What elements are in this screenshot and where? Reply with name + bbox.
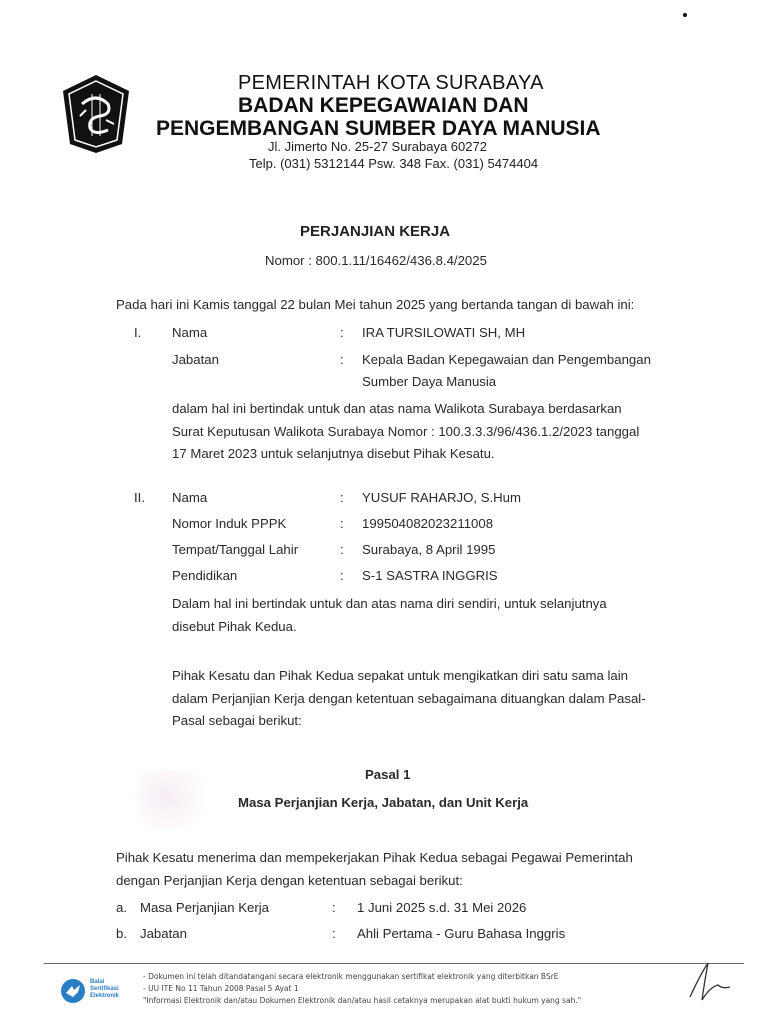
document-title: PERJANJIAN KERJA — [300, 223, 451, 240]
party2-description-line: Dalam hal ini bertindak untuk dan atas nama diri sendiri, untuk selanjutnya — [172, 596, 607, 611]
ink-smudge — [135, 770, 215, 830]
party2-colon-nip: : — [340, 516, 344, 531]
party1-label-nama: Nama — [172, 325, 208, 340]
party1-description-line: dalam hal ini bertindak untuk dan atas nama Walikota Surabaya berdasarkan — [172, 401, 622, 416]
footer-note-line: - UU ITE No 11 Tahun 2008 Pasal 5 Ayat 1 — [143, 984, 299, 993]
pasal-intro-line: Pihak Kesatu menerima dan mempekerjakan Pihak Kedua sebagai Pegawai Pemerintah — [116, 850, 633, 865]
header-agency-name-line2: PENGEMBANGAN SUMBER DAYA MANUSIA — [156, 117, 601, 140]
party2-colon-pendidikan: : — [340, 568, 344, 583]
agreement-line: dalam Perjanjian Kerja dengan ketentuan sebagaimana dituangkan dalam Pasal- — [172, 691, 646, 706]
party2-description-line: disebut Pihak Kedua. — [172, 619, 297, 634]
party1-value-jabatan: Kepala Badan Kepegawaian dan Pengembangan — [362, 352, 651, 367]
pasal-intro-line: dengan Perjanjian Kerja dengan ketentuan sebagai berikut: — [116, 873, 463, 888]
header-address: Jl. Jimerto No. 25-27 Surabaya 60272 — [268, 139, 487, 154]
header-government-name: PEMERINTAH KOTA SURABAYA — [238, 72, 544, 94]
bsre-text-line: Sertifikasi — [90, 986, 119, 992]
party2-colon-ttl: : — [340, 542, 344, 557]
item-colon-masa: : — [332, 900, 336, 915]
party1-colon-nama: : — [340, 325, 344, 340]
party2-label-pendidikan: Pendidikan — [172, 568, 238, 583]
party2-colon-nama: : — [340, 490, 344, 505]
corner-mark — [683, 13, 687, 17]
header-phone-fax: Telp. (031) 5312144 Psw. 348 Fax. (031) 5474404 — [249, 156, 539, 171]
opening-paragraph: Pada hari ini Kamis tanggal 22 bulan Mei tahun 2025 yang bertanda tangan di bawah ini: — [116, 297, 635, 312]
party2-label-nip: Nomor Induk PPPK — [172, 516, 287, 531]
surabaya-emblem-logo — [62, 74, 130, 154]
item-value-jabatan: Ahli Pertama - Guru Bahasa Inggris — [357, 926, 566, 941]
item-letter-a: a. — [116, 900, 127, 915]
party2-value-ttl: Surabaya, 8 April 1995 — [362, 542, 496, 557]
document-number: Nomor : 800.1.11/16462/436.8.4/2025 — [265, 253, 487, 268]
party1-label-jabatan: Jabatan — [172, 352, 219, 367]
party2-label-nama: Nama — [172, 490, 208, 505]
footer-divider — [44, 963, 744, 964]
party1-value-nama: IRA TURSILOWATI SH, MH — [362, 325, 526, 340]
bsre-logo-icon — [60, 978, 86, 1004]
footer-note-line: - Dokumen ini telah ditandatangani secara elektronik menggunakan sertifikat elektronik yang diterbitkan BSrE — [143, 972, 559, 981]
party2-value-nip: 199504082023211008 — [362, 516, 494, 531]
bsre-logo-text — [90, 979, 119, 1000]
party1-description-line: Surat Keputusan Walikota Surabaya Nomor : 100.3.3.3/96/436.1.2/2023 tanggal — [172, 424, 640, 439]
party2-value-nama: YUSUF RAHARJO, S.Hum — [362, 490, 522, 505]
party2-label-ttl: Tempat/Tanggal Lahir — [172, 542, 299, 557]
footer-note-line: "Informasi Elektronik dan/atau Dokumen Elektronik dan/atau hasil cetaknya merupakan alat bukti hukum yang sah." — [143, 996, 582, 1005]
item-label-masa: Masa Perjanjian Kerja — [140, 900, 270, 915]
party1-description-line: 17 Maret 2023 untuk selanjutnya disebut Pihak Kesatu. — [172, 446, 495, 461]
party2-value-pendidikan: S-1 SASTRA INGGRIS — [362, 568, 498, 583]
item-colon-jabatan: : — [332, 926, 336, 941]
item-value-masa: 1 Juni 2025 s.d. 31 Mei 2026 — [357, 900, 527, 915]
party2-numeral: II. — [134, 490, 145, 505]
party1-colon-jabatan: : — [340, 352, 344, 367]
agreement-line: Pihak Kesatu dan Pihak Kedua sepakat untuk mengikatkan diri satu sama lain — [172, 668, 628, 683]
agreement-line: Pasal sebagai berikut: — [172, 713, 302, 728]
item-label-jabatan: Jabatan — [140, 926, 187, 941]
signature-initial — [680, 955, 740, 1005]
item-letter-b: b. — [116, 926, 127, 941]
pasal-title: Masa Perjanjian Kerja, Jabatan, dan Unit Kerja — [238, 795, 529, 810]
party1-numeral: I. — [134, 325, 142, 340]
bsre-text-line: Elektronik — [90, 993, 120, 999]
party1-value-jabatan-cont: Sumber Daya Manusia — [362, 374, 497, 389]
pasal-number: Pasal 1 — [365, 767, 411, 782]
header-agency-name-line1: BADAN KEPEGAWAIAN DAN — [238, 94, 529, 117]
bsre-text-line: Balai — [90, 979, 105, 985]
